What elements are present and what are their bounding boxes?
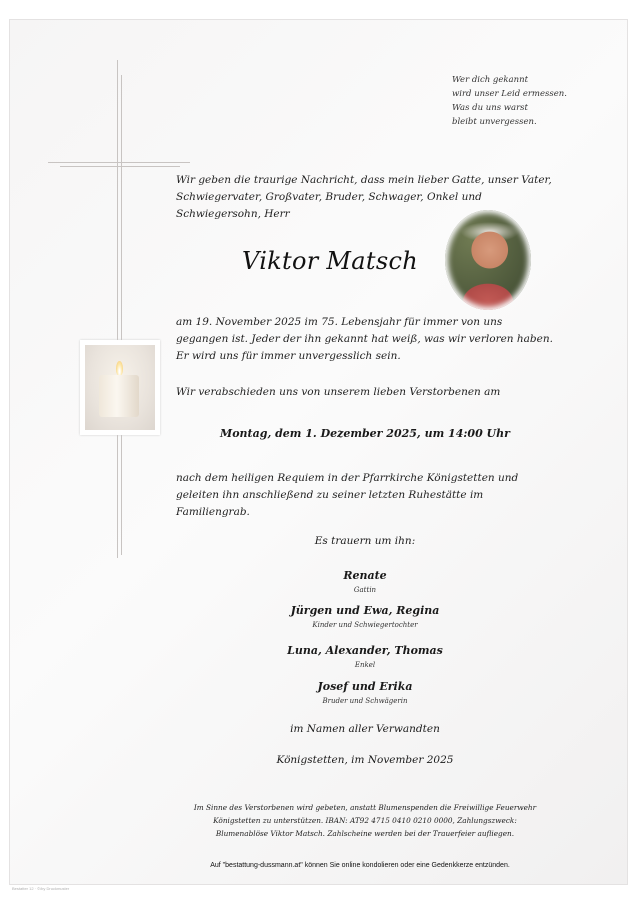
candle-background (85, 345, 155, 430)
mourner-role: Enkel (354, 661, 376, 669)
on-behalf-text: im Namen aller Verwandten (290, 723, 440, 735)
portrait-photo (445, 210, 531, 310)
funeral-date: Montag, dem 1. Dezember 2025, um 14:00 Uhr (220, 427, 510, 440)
mourner-role: Gattin (353, 586, 377, 594)
motto-line: Wer dich gekannt (452, 75, 528, 85)
main-text: am 19. November 2025 im 75. Lebensjahr für immer von uns gegangen ist. Jeder der ihn gekannt hat weiß, was wir verloren haben. Er wird uns für immer unvergesslich sein. (176, 316, 553, 362)
candle-flame-icon (116, 361, 123, 376)
footer-note: Auf "bestattung-dussmann.at" können Sie online kondolieren oder eine Gedenkkerze entzünden. (210, 862, 510, 869)
motto-line: wird unser Leid ermessen. (452, 89, 567, 99)
donation-line: Blumenablöse Viktor Matsch. Zahlscheine werden bei der Trauerfeier aufliegen. (215, 829, 515, 838)
mourners-heading: Es trauern um ihn: (314, 535, 416, 547)
mourner-role: Kinder und Schwiegertochter (312, 621, 418, 629)
mourner-name: Jürgen und Ewa, Regina (290, 604, 440, 617)
mourner-name: Luna, Alexander, Thomas (287, 644, 443, 657)
cross-vertical-line (117, 60, 118, 558)
mourner-name: Renate (343, 569, 387, 582)
deceased-name: Viktor Matsch (242, 247, 418, 275)
candle-icon (99, 375, 139, 417)
motto-line: bleibt unvergessen. (452, 117, 537, 127)
mourner-name: Josef und Erika (317, 680, 413, 693)
requiem-text: nach dem heiligen Requiem in der Pfarrkirche Königstetten und geleiten ihn anschließend zu seiner letzten Ruhestätte im Familiengrab. (176, 472, 519, 518)
printer-mark: Bestatter 12 · ©/by Druckmuster (12, 886, 70, 891)
place-date: Königstetten, im November 2025 (276, 754, 454, 766)
motto-verse (452, 73, 582, 129)
cross-horizontal-line-inner (60, 166, 180, 167)
farewell-text: Wir verabschieden uns von unserem lieben Verstorbenen am (176, 386, 501, 398)
intro-text: Wir geben die traurige Nachricht, dass mein lieber Gatte, unser Vater, Schwiegervater, Großvater, Bruder, Schwager, Onkel und Schwiegersohn, Herr (176, 174, 552, 220)
motto-line: Was du uns warst (452, 103, 528, 113)
donation-note (176, 801, 554, 840)
donation-line: Im Sinne des Verstorbenen wird gebeten, anstatt Blumenspenden die Freiwillige Feuerwehr (193, 803, 537, 812)
mourner-role: Bruder und Schwägerin (322, 697, 408, 705)
candle-image (80, 340, 160, 435)
cross-vertical-line-inner (121, 75, 122, 555)
cross-horizontal-line (48, 162, 190, 163)
donation-line: Königstetten zu unterstützen. IBAN: AT92 4715 0410 0210 0000, Zahlungszweck: (213, 816, 517, 825)
